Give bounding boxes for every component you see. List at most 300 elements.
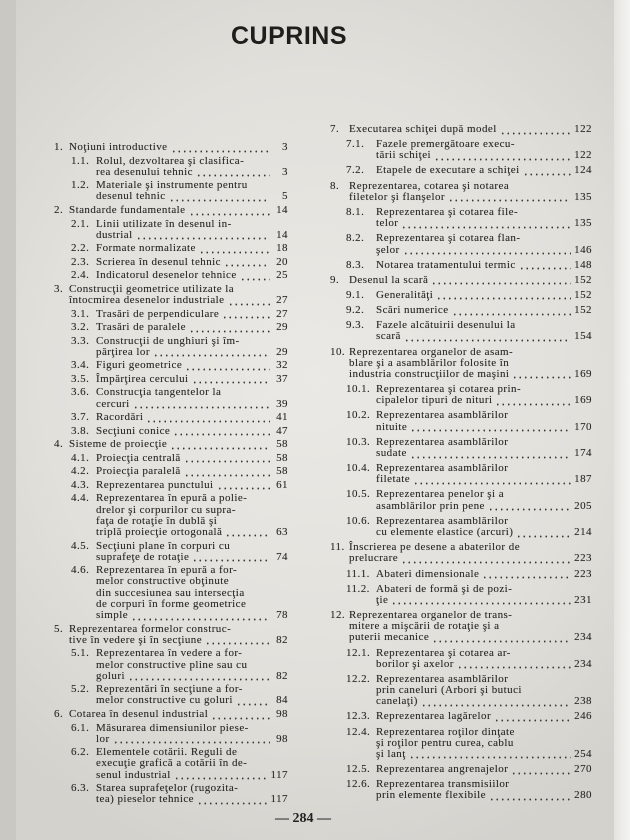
- entry-title-text: cipalelor tipuri de nituri: [376, 394, 493, 407]
- entry-body: [376, 727, 592, 761]
- page-number: 78: [276, 609, 288, 622]
- entry-title-text: şi roţilor pentru curea, cablu: [376, 736, 514, 749]
- entry-body: [96, 493, 288, 538]
- entry-title-text: filetate: [376, 473, 411, 486]
- entry-title-text: Reprezentarea transmisiilor: [376, 778, 510, 791]
- entry-title-text: Reprezentarea asamblărilor: [376, 514, 509, 527]
- entry-line: [376, 738, 592, 749]
- page-number: 146: [574, 243, 592, 256]
- entry-body: [96, 723, 288, 745]
- entry-title-text: telor: [376, 217, 399, 230]
- entry-title-text: Formate normalizate: [96, 242, 196, 255]
- page-number: 154: [574, 330, 592, 343]
- dot-leader: [413, 474, 571, 485]
- entry-title-text: Trasări de paralele: [96, 321, 186, 334]
- entry-number: 2.2.: [71, 242, 90, 255]
- entry-number: 4.4.: [71, 492, 90, 505]
- dot-leader: [448, 192, 571, 203]
- entry-title-text: puterii mecanice: [349, 631, 430, 644]
- toc-section-entry: [330, 139, 592, 161]
- entry-line: [69, 295, 288, 306]
- entry-title-text: din succesiunea sau intersecţia: [96, 586, 245, 599]
- toc-section-entry: [54, 426, 288, 437]
- entry-number: 10.5.: [346, 488, 371, 501]
- toc-chapter-entry: [330, 181, 592, 203]
- dot-leader: [184, 466, 270, 477]
- entry-title-text: melor constructive obţinute: [96, 575, 230, 588]
- entry-body: [376, 516, 592, 538]
- entry-body: [376, 764, 592, 775]
- entry-title-text: nituite: [376, 420, 408, 433]
- entry-number: 2.3.: [71, 255, 90, 268]
- dot-leader: [495, 395, 571, 406]
- entry-number: 12.3.: [346, 710, 371, 723]
- entry-title-text: tării schiţei: [376, 149, 432, 162]
- entry-number: 4.5.: [71, 539, 90, 552]
- entry-line: [96, 191, 288, 202]
- entry-title-text: Reprezentarea asamblărilor: [376, 462, 509, 475]
- toc-section-entry: [330, 305, 592, 316]
- dot-leader: [401, 553, 571, 564]
- toc-section-entry: [54, 336, 288, 358]
- entry-body: [376, 463, 592, 485]
- dot-leader: [133, 399, 270, 410]
- page-number: 18: [276, 242, 288, 255]
- entry-line: [96, 270, 288, 281]
- toc-section-entry: [330, 779, 592, 801]
- entry-title-text: prin caneluri (Arbori şi butuci: [376, 684, 522, 697]
- page-number: 63: [276, 525, 288, 538]
- entry-title-text: triplă proiecţie ortogonală: [96, 525, 223, 538]
- entry-title-text: Reprezentarea în epură a polie-: [96, 492, 248, 505]
- entry-number: 12.6.: [346, 778, 371, 791]
- entry-line: [349, 124, 592, 135]
- entry-body: [96, 426, 288, 437]
- entry-title-text: execuţie grafică a cotării în de-: [96, 757, 248, 770]
- page-number: 122: [574, 123, 592, 135]
- entry-line: [69, 709, 288, 720]
- page-number: 5: [282, 190, 288, 203]
- dot-leader: [228, 295, 270, 306]
- entry-title-text: melor constructive pline sau cu: [96, 658, 248, 671]
- entry-line: [349, 553, 592, 564]
- entry-title-text: Construcţia tangentelor la: [96, 386, 222, 399]
- dot-leader: [131, 610, 270, 621]
- toc-chapter-entry: [54, 709, 288, 720]
- page-number: 148: [574, 258, 592, 271]
- page-number: 58: [276, 451, 288, 464]
- entry-line: [376, 150, 592, 161]
- entry-body: [96, 480, 288, 491]
- dot-leader: [421, 696, 571, 707]
- entry-body: [96, 374, 288, 385]
- toc-column-right: [330, 124, 592, 802]
- entry-title-text: tea) pieselor tehnice: [96, 793, 195, 806]
- entry-line: [349, 192, 592, 203]
- entry-line: [96, 723, 288, 734]
- toc-section-entry: [330, 674, 592, 708]
- entry-line: [376, 245, 592, 256]
- toc-section-entry: [330, 437, 592, 459]
- entry-title-text: Reprezentarea în vedere a for-: [96, 647, 243, 660]
- dot-leader: [192, 374, 270, 385]
- entry-title-text: Notarea tratamentului termic: [376, 258, 516, 271]
- entry-body: [376, 569, 592, 580]
- entry-title-text: Reprezentarea în epură a for-: [96, 564, 238, 577]
- entry-line: [376, 790, 592, 801]
- entry-title-text: Reprezentarea, cotarea şi notarea: [349, 179, 510, 192]
- entry-title-text: prin elemente flexibile: [376, 789, 486, 802]
- page-number: 223: [574, 552, 592, 565]
- dot-leader: [192, 552, 270, 563]
- toc-section-entry: [54, 480, 288, 491]
- entry-title-text: rea desenului tehnic: [96, 165, 193, 178]
- entry-title-text: şi lanţ: [376, 747, 406, 760]
- dot-leader: [185, 360, 270, 371]
- entry-number: 9.3.: [346, 319, 365, 332]
- entry-body: [376, 779, 592, 801]
- dot-leader: [403, 245, 572, 256]
- dot-leader: [516, 527, 571, 538]
- entry-body: [376, 584, 592, 606]
- entry-number: 11.: [330, 541, 345, 554]
- dot-leader: [431, 275, 571, 286]
- page-number: 29: [276, 321, 288, 334]
- entry-title-text: Măsurarea dimensiunilor piese-: [96, 721, 249, 734]
- toc-section-entry: [330, 165, 592, 176]
- entry-line: [69, 439, 288, 450]
- page-number: 187: [574, 473, 592, 486]
- dot-leader: [189, 322, 270, 333]
- entry-line: [376, 764, 592, 775]
- toc-section-entry: [330, 648, 592, 670]
- entry-line: [96, 167, 288, 178]
- page-number: 205: [574, 499, 592, 512]
- page-number: 61: [276, 478, 288, 491]
- entry-title-text: Reprezentarea lagărelor: [376, 710, 492, 723]
- entry-title-text: şelor: [376, 243, 400, 256]
- toc-chapter-entry: [330, 610, 592, 644]
- entry-body: [349, 542, 592, 564]
- entry-body: [376, 674, 592, 708]
- entry-line: [96, 671, 288, 682]
- toc-section-entry: [330, 320, 592, 342]
- dot-leader: [224, 257, 270, 268]
- entry-number: 6.3.: [71, 782, 90, 795]
- entry-number: 9.1.: [346, 288, 365, 301]
- entry-line: [96, 758, 288, 769]
- page-number: 152: [574, 288, 592, 301]
- page-number: 82: [276, 633, 288, 646]
- toc-section-entry: [54, 387, 288, 409]
- entry-number: 7.: [330, 123, 340, 135]
- page-number: 14: [276, 204, 288, 216]
- entry-title-text: blare şi a asamblărilor folosite în: [349, 356, 510, 369]
- toc-section-entry: [54, 723, 288, 745]
- entry-line: [96, 412, 288, 423]
- entry-body: [96, 257, 288, 268]
- entry-number: 4.: [54, 438, 64, 451]
- entry-title-text: Reprezentarea asamblărilor: [376, 409, 509, 422]
- entry-title-text: lor: [96, 732, 110, 745]
- entry-line: [376, 320, 592, 331]
- entry-number: 3.8.: [71, 424, 90, 437]
- entry-body: [376, 233, 592, 255]
- page-number: 47: [276, 424, 288, 437]
- entry-body: [376, 139, 592, 161]
- entry-body: [96, 156, 288, 178]
- dot-leader: [494, 711, 571, 722]
- entry-title-text: industria construcţiilor de maşini: [349, 367, 510, 380]
- toc-section-entry: [54, 412, 288, 423]
- entry-body: [96, 243, 288, 254]
- entry-line: [376, 395, 592, 406]
- entry-body: [96, 565, 288, 621]
- dot-leader: [436, 290, 571, 301]
- entry-body: [96, 783, 288, 805]
- dot-leader: [404, 331, 571, 342]
- entry-line: [96, 770, 288, 781]
- entry-body: [376, 711, 592, 722]
- entry-title-text: Reprezentarea şi cotarea flan-: [376, 232, 521, 245]
- page-number: 135: [574, 217, 592, 230]
- toc-section-entry: [54, 257, 288, 268]
- entry-title-text: Înscrierea pe desene a abaterilor de: [349, 541, 521, 554]
- entry-line: [349, 369, 592, 380]
- entry-body: [376, 305, 592, 316]
- page-number: 25: [276, 269, 288, 282]
- dot-leader: [174, 770, 268, 781]
- entry-title-text: Trasări de perpendiculare: [96, 307, 220, 320]
- dot-leader: [432, 632, 571, 643]
- entry-title-text: Etapele de executare a schiţei: [376, 164, 520, 177]
- toc-section-entry: [54, 453, 288, 464]
- entry-title-text: Executarea schiţei după model: [349, 123, 497, 135]
- dot-leader: [391, 595, 571, 606]
- entry-line: [376, 501, 592, 512]
- entry-title-text: Noţiuni introductive: [69, 141, 168, 153]
- toc-chapter-entry: [330, 542, 592, 564]
- entry-title-text: Starea suprafeţelor (rugozita-: [96, 782, 239, 795]
- entry-number: 5.1.: [71, 647, 90, 660]
- dot-leader: [128, 671, 270, 682]
- dot-leader: [197, 794, 268, 805]
- entry-title-text: Proiecţia centrală: [96, 451, 181, 464]
- entry-line: [376, 165, 592, 176]
- entry-number: 8.1.: [346, 205, 365, 218]
- entry-line: [376, 218, 592, 229]
- toc-chapter-entry: [54, 439, 288, 450]
- entry-number: 1.1.: [71, 154, 90, 167]
- entry-body: [96, 747, 288, 781]
- entry-number: 5.2.: [71, 683, 90, 696]
- page-number: 58: [276, 465, 288, 478]
- dot-leader: [113, 734, 270, 745]
- entry-title-text: goluri: [96, 669, 125, 682]
- dot-leader: [189, 205, 271, 216]
- entry-number: 12.5.: [346, 763, 371, 776]
- entry-title-text: Figuri geometrice: [96, 359, 183, 372]
- entry-title-text: de corpuri în forme geometrice: [96, 597, 247, 610]
- page-number: 234: [574, 631, 592, 644]
- dot-leader: [523, 165, 572, 176]
- page-number: 152: [574, 304, 592, 317]
- entry-title-text: mitere a mişcării de rotaţie şi a: [349, 620, 500, 633]
- entry-number: 1.2.: [71, 179, 90, 192]
- entry-line: [96, 374, 288, 385]
- page-number: 27: [276, 307, 288, 320]
- toc-section-entry: [54, 360, 288, 371]
- entry-line: [376, 696, 592, 707]
- entry-title-text: Scrierea în desenul tehnic: [96, 255, 222, 268]
- entry-title-text: Elementele cotării. Reguli de: [96, 746, 238, 759]
- toc-section-entry: [330, 463, 592, 485]
- page-number: 152: [574, 273, 592, 286]
- entry-body: [376, 648, 592, 670]
- page-number: 82: [276, 669, 288, 682]
- page-number: 3: [282, 165, 288, 178]
- entry-title-text: Cotarea în desenul industrial: [69, 708, 209, 720]
- page-number: 254: [574, 747, 592, 760]
- toc-section-entry: [330, 727, 592, 761]
- dot-leader: [169, 191, 270, 202]
- entry-body: [376, 437, 592, 459]
- entry-number: 10.2.: [346, 409, 371, 422]
- entry-line: [376, 489, 592, 500]
- entry-body: [96, 270, 288, 281]
- toc-section-entry: [54, 270, 288, 281]
- entry-title-text: Scări numerice: [376, 304, 449, 317]
- page-number: 98: [276, 732, 288, 745]
- entry-title-text: Rolul, dezvoltarea şi clasifica-: [96, 154, 245, 167]
- entry-title-text: tive în vedere şi în secţiune: [69, 633, 203, 646]
- entry-title-text: asamblărilor prin pene: [376, 499, 485, 512]
- entry-body: [376, 260, 592, 271]
- entry-number: 11.2.: [346, 582, 370, 595]
- page-number: 37: [276, 372, 288, 385]
- entry-title-text: părţirea lor: [96, 345, 150, 358]
- entry-body: [96, 466, 288, 477]
- entry-body: [69, 624, 288, 646]
- entry-line: [376, 305, 592, 316]
- entry-line: [376, 749, 592, 760]
- entry-body: [349, 124, 592, 135]
- entry-line: [376, 659, 592, 670]
- entry-line: [376, 437, 592, 448]
- entry-number: 10.3.: [346, 435, 371, 448]
- entry-title-text: desenul tehnic: [96, 190, 166, 203]
- toc-section-entry: [330, 569, 592, 580]
- entry-body: [96, 453, 288, 464]
- entry-body: [96, 541, 288, 563]
- toc-section-entry: [330, 764, 592, 775]
- toc-section-entry: [330, 233, 592, 255]
- dot-leader: [236, 695, 270, 706]
- entry-line: [96, 466, 288, 477]
- entry-number: 2.4.: [71, 269, 90, 282]
- entry-body: [96, 309, 288, 320]
- entry-body: [96, 219, 288, 241]
- entry-body: [96, 360, 288, 371]
- toc-section-entry: [54, 493, 288, 538]
- entry-title-text: Împărţirea cercului: [96, 372, 189, 385]
- entry-title-text: sudate: [376, 447, 407, 459]
- dot-leader: [225, 527, 270, 538]
- entry-number: 3.7.: [71, 411, 90, 424]
- entry-number: 3.3.: [71, 334, 90, 347]
- dot-leader: [205, 635, 270, 646]
- entry-body: [376, 410, 592, 432]
- page-number: 117: [270, 768, 288, 781]
- entry-number: 9.: [330, 273, 340, 286]
- entry-title-text: Fazele premergătoare execu-: [376, 138, 515, 151]
- entry-line: [69, 635, 288, 646]
- toc-section-entry: [330, 410, 592, 432]
- entry-line: [96, 734, 288, 745]
- toc-section-entry: [54, 156, 288, 178]
- toc-section-entry: [330, 516, 592, 538]
- dot-leader: [452, 305, 572, 316]
- page-number: 280: [574, 789, 592, 802]
- dot-leader: [196, 167, 270, 178]
- entry-number: 8.: [330, 179, 340, 192]
- entry-body: [376, 290, 592, 301]
- entry-line: [376, 331, 592, 342]
- entry-title-text: Reprezentarea asamblărilor: [376, 435, 509, 448]
- dot-leader: [512, 369, 571, 380]
- toc-section-entry: [54, 648, 288, 682]
- entry-body: [376, 165, 592, 176]
- page-number: 169: [574, 367, 592, 380]
- page-number: 41: [276, 411, 288, 424]
- toc-chapter-entry: [54, 142, 288, 153]
- entry-number: 12.2.: [346, 672, 371, 685]
- page-number: 84: [276, 694, 288, 707]
- page-edge: [614, 0, 630, 840]
- page-number: 169: [574, 394, 592, 407]
- dot-leader: [173, 426, 270, 437]
- entry-body: [349, 610, 592, 644]
- entry-number: 12.1.: [346, 646, 371, 659]
- dot-leader: [482, 569, 571, 580]
- entry-body: [96, 322, 288, 333]
- dot-leader: [409, 749, 571, 760]
- entry-body: [376, 207, 592, 229]
- entry-line: [376, 207, 592, 218]
- entry-title-text: Reprezentarea şi cotarea ar-: [376, 646, 511, 659]
- entry-number: 3.5.: [71, 372, 90, 385]
- entry-title-text: dustrial: [96, 228, 133, 241]
- page-number: 223: [574, 567, 592, 580]
- entry-title-text: Abateri dimensionale: [376, 567, 480, 580]
- entry-title-text: senul industrial: [96, 768, 171, 781]
- entry-title-text: simple: [96, 609, 129, 622]
- entry-line: [96, 453, 288, 464]
- entry-body: [96, 648, 288, 682]
- entry-title-text: faţa de rotaţie în dublă şi: [96, 514, 218, 527]
- entry-line: [96, 426, 288, 437]
- entry-number: 8.3.: [346, 258, 365, 271]
- entry-line: [96, 527, 288, 538]
- toc-chapter-entry: [330, 124, 592, 135]
- entry-title-text: cu elemente elastice (arcuri): [376, 526, 514, 539]
- dot-leader: [211, 709, 270, 720]
- toc-section-entry: [54, 180, 288, 202]
- entry-number: 4.3.: [71, 478, 90, 491]
- toc-column-left: [54, 142, 288, 806]
- entry-body: [96, 180, 288, 202]
- dot-leader: [184, 453, 270, 464]
